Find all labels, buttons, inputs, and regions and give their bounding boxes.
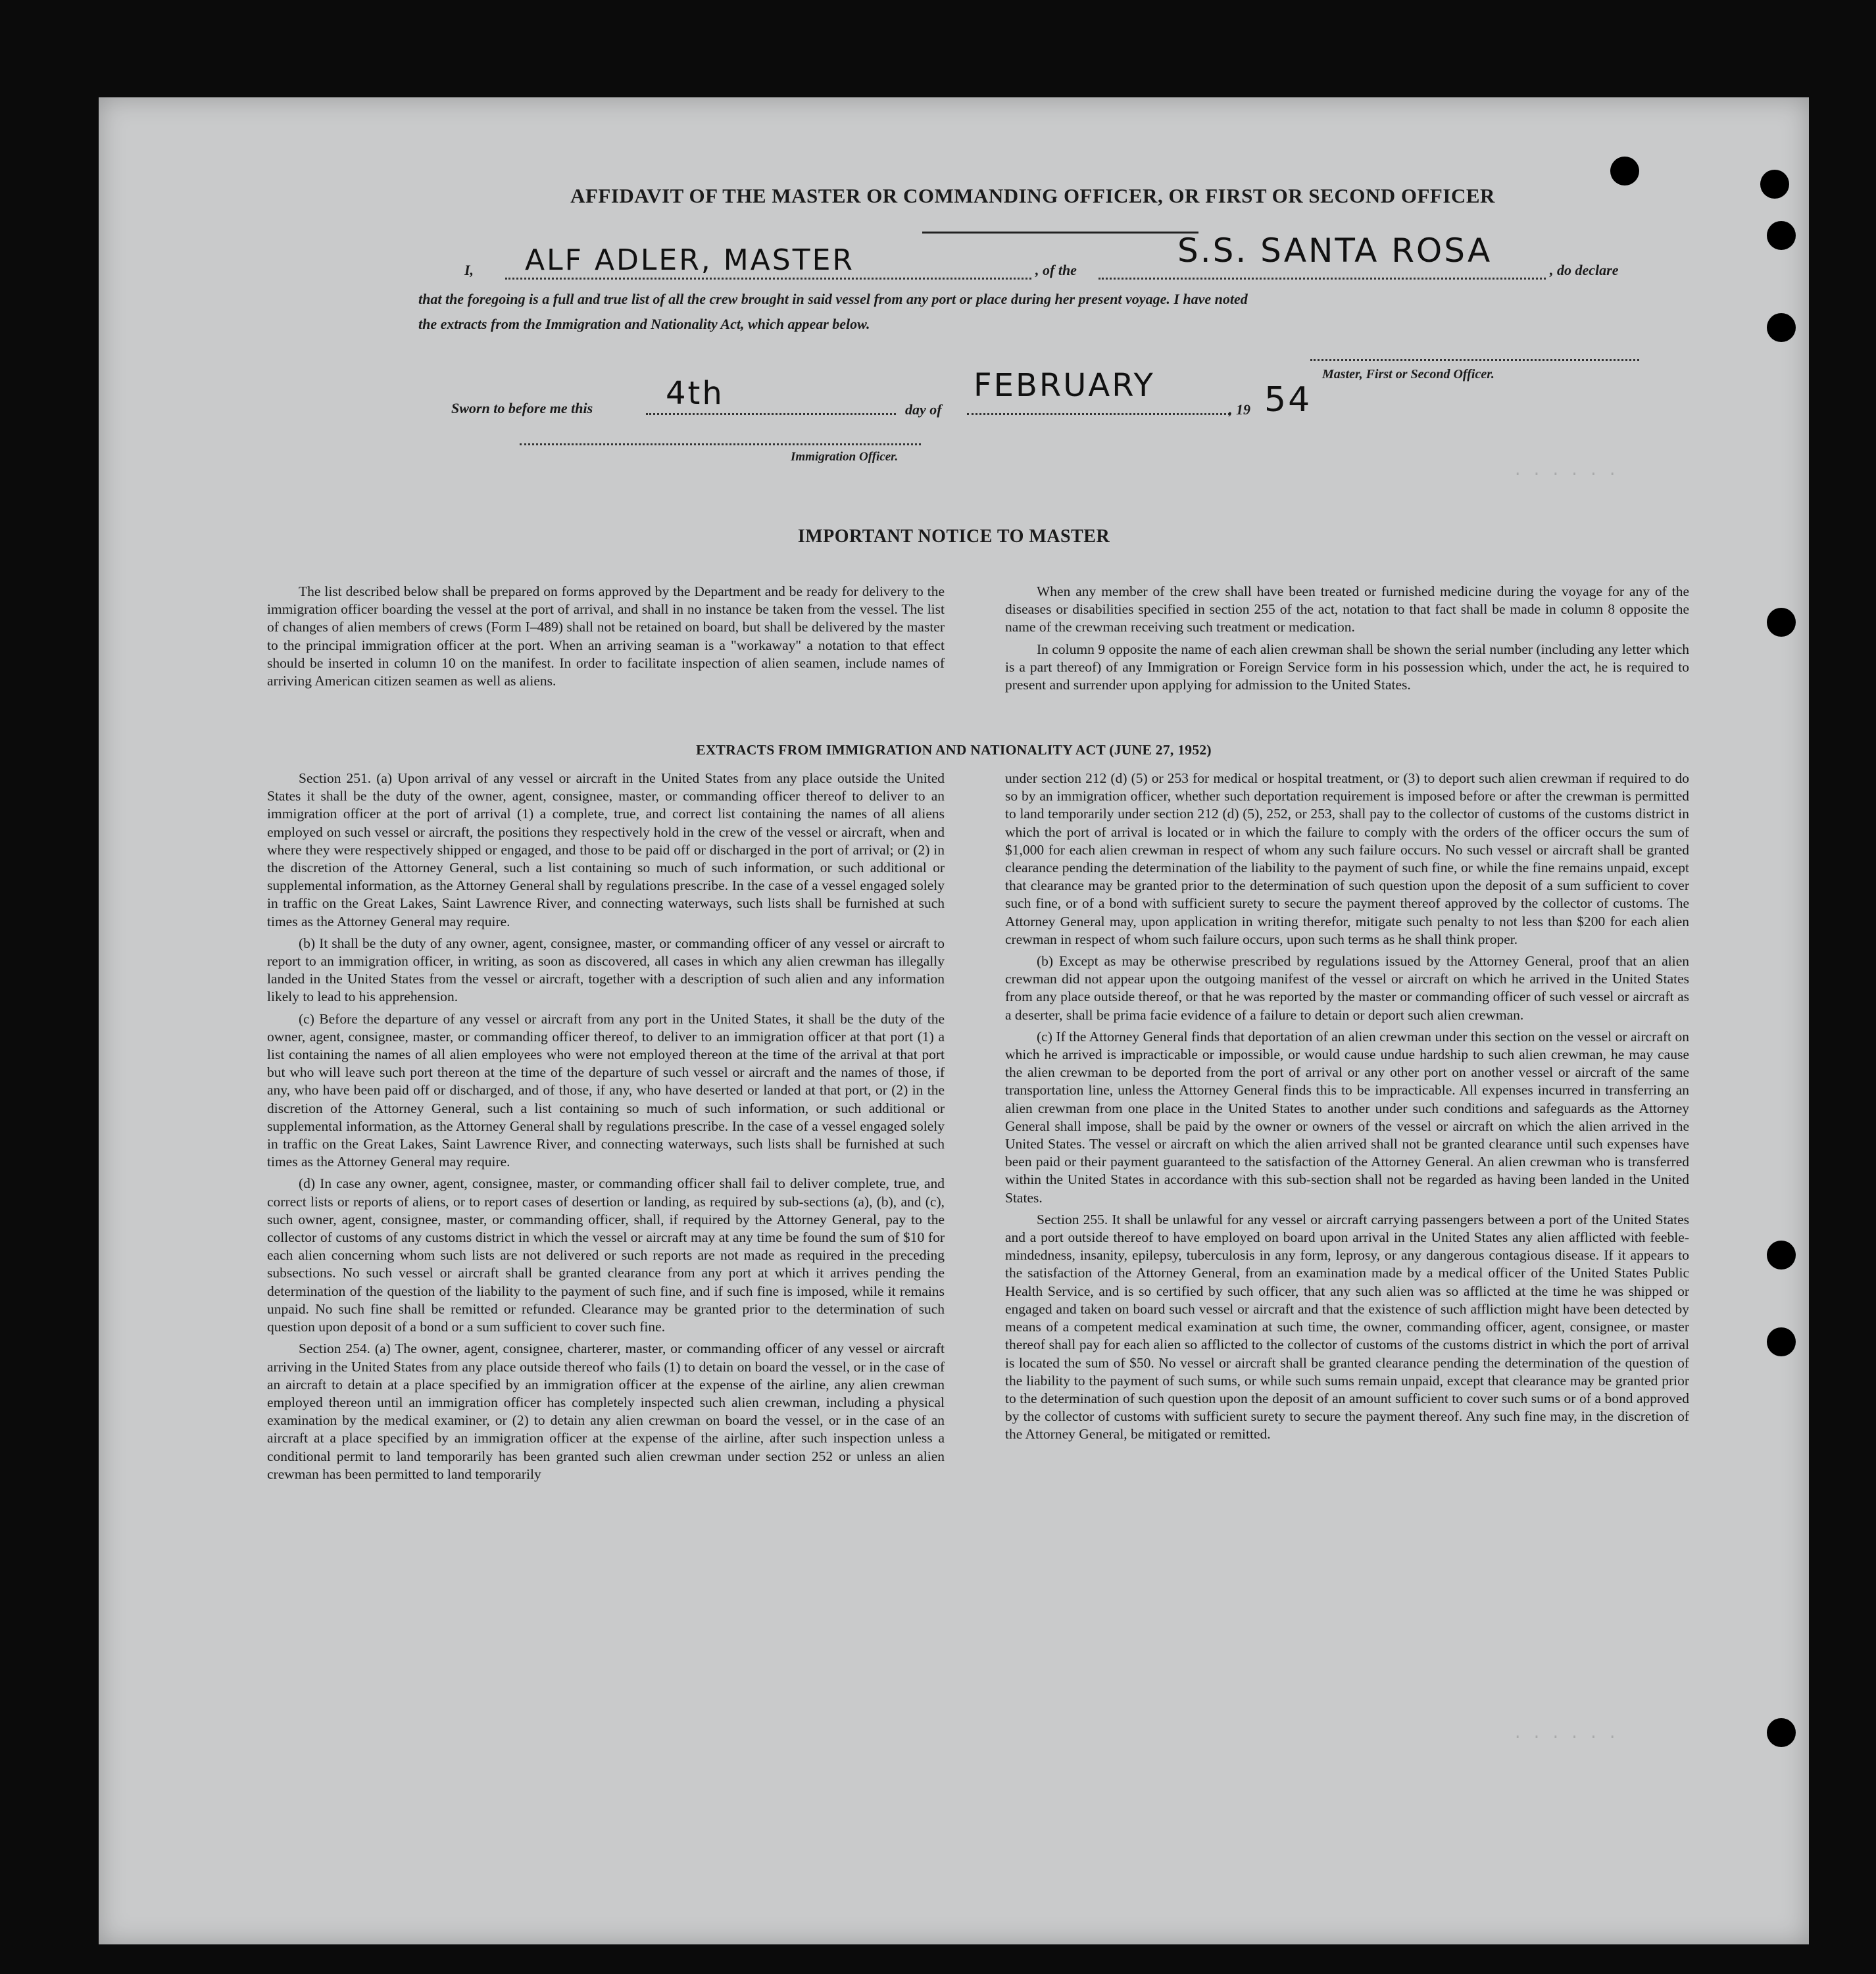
section-paragraph: Section 255. It shall be unlawful for any vessel or aircraft carrying passengers between a port of the United States and a port outside thereof to have employed on board upon arrival in the United States any alien afflicted with feeble-mindedness, insanity, epilepsy, tuberculosis in any form, leprosy, or any dangerous contagious disease. If it appears to the satisfaction of the Attorney General, from an examination made by a medical officer of the United States Public Health Service, and is so certified by such officer, that any such alien was so afflicted at the time he was shipped or engaged and taken on board such vessel or aircraft and that the existence of such affliction might have been detected by means of a competent medical examination at such time, the owner, commanding officer, agent, consignee, or master thereof shall pay for each alien so afflicted to the collector of customs of the customs district in which the port of arrival is located the sum of $50. No vessel or aircraft shall be granted clearance pending the determination of the question of the liability to the payment of such sums, or while such sums remain unpaid, except that clearance may be granted prior to the determination of such question upon the deposit of an amount sufficient to cover such sums or of a bond approved by the collector of customs with sufficient surety to secure the payment thereof. Any such fine may, in the discretion of the Attorney General, be mitigated or remitted. — [1005, 1211, 1689, 1443]
binder-hole — [1767, 221, 1796, 250]
binder-hole — [1760, 170, 1789, 199]
section-paragraph: (b) It shall be the duty of any owner, agent, consignee, master, or commanding officer of any vessel or aircraft to report to an immigration officer, in writing, as soon as discovered, all cases in which any alien crewman has illegally landed in the United States from the vessel or aircraft, together with a description of such alien and any information likely to lead to his apprehension. — [267, 935, 945, 1005]
section-paragraph: under section 212 (d) (5) or 253 for medical or hospital treatment, or (3) to deport such alien crewman if required to do so by an immigration officer, whether such deportation requirement is imposed before or after the crewman is permitted to land temporarily under section 212 (d) (5), 252, or 253, shall pay to the collector of customs of the customs district in which the port of arrival is located or in which the failure to comply with the orders of the officer occurs the sum of $1,000 for each alien crewman in respect of whom any such failure occurs. No such vessel or aircraft shall be granted clearance pending the determination of the liability to the payment of such fine, or while the fine remains unpaid, except that clearance may be granted prior to the determination of such question upon the deposit of a sum sufficient to cover such fine, or of a bond with sufficient surety to secure the payment thereof approved by the collector of customs. The Attorney General may, upon application in writing therefor, mitigate such penalty to not less than $200 for each alien crewman in respect of whom such failure occurs, upon such terms as he shall think proper. — [1005, 770, 1689, 947]
month-handwritten: FEBRUARY — [974, 367, 1155, 404]
notice-left-column — [267, 583, 945, 690]
vessel-name-handwritten: S.S. SANTA ROSA — [1177, 232, 1493, 270]
affidavit-title: AFFIDAVIT OF THE MASTER OR COMMANDING OFFICER, OR FIRST OR SECOND OFFICER — [570, 184, 1495, 207]
binder-hole — [1610, 157, 1639, 185]
day-line — [646, 375, 896, 415]
affidavit-statement-line1: that the foregoing is a full and true list of all the crew brought in said vessel from any port or place during her present voyage. I have noted — [418, 291, 1248, 307]
do-declare-label: , do declare — [1550, 262, 1619, 278]
master-name-handwritten: ALF ADLER, MASTER — [525, 243, 854, 277]
extracts-right-column — [1005, 770, 1689, 1444]
year-prefix: , 19 — [1229, 401, 1250, 418]
i-label: I, — [464, 262, 474, 278]
binder-hole — [1767, 1718, 1796, 1747]
section-paragraph: (c) If the Attorney General finds that deportation of an alien crewman under this section on the vessel or aircraft on which he arrived is impracticable or impossible, or would cause undue hardship to such alien crewman, he may cause the alien crewman to be deported from the port of arrival or any other port on another vessel or aircraft of the same transportation line, unless the Attorney General finds this to be impracticable. All expenses incurred in transferring an alien crewman from one place in the United States to another under such conditions and safeguards as the Attorney General shall impose, shall be paid by the owner or owners of the vessel or aircraft on which the alien arrived in the United States. The vessel or aircraft on which the alien arrived shall not be granted clearance until such expenses have been paid or their payment guaranteed to the satisfaction of the Attorney General. An alien crewman who is transferred within the United States in accordance with this sub-section shall not be regarded as having been landed in the United States. — [1005, 1028, 1689, 1206]
notice-left-paragraph: The list described below shall be prepared on forms approved by the Department and be ready for delivery to the immigration officer boarding the vessel at the port of arrival, and shall in no instance be taken from the vessel. The list of changes of alien members of crews (Form I–489) shall not be retained on board, but shall be delivered by the master to the principal immigration officer at the port. When an arriving seaman is a "workaway" a notation to that effect should be inserted in column 10 on the manifest. In order to facilitate inspection of alien seamen, include names of arriving American citizen seamen as well as aliens. — [267, 583, 945, 689]
section-paragraph: (d) In case any owner, agent, consignee, master, or commanding officer shall fail to deliver complete, true, and correct lists or reports of aliens, or to report cases of desertion or landing, as required by sub-sections (a), (b), and (c), such owner, agent, consignee, master, or commanding officer, shall, if required by the Attorney General, pay to the collector of customs of any customs district in which the vessel or aircraft may at any time be found the sum of $10 for each alien concerning whom such lists are not delivered or such reports are not made as required in the preceding subsections. No such vessel or aircraft shall be granted clearance from any port at which it arrives pending the determination of the question of the liability to the payment of such fine, and if such fine is imposed, while it remains unpaid. No such fine shall be remitted or refunded. Clearance may be granted prior to the determination of such question upon deposit of a bond or a sum sufficient to cover such fine. — [267, 1175, 945, 1335]
extracts-title: EXTRACTS FROM IMMIGRATION AND NATIONALITY ACT (JUNE 27, 1952) — [696, 742, 1212, 758]
extracts-left-column — [267, 770, 945, 1483]
section-paragraph: (b) Except as may be otherwise prescribed by regulations issued by the Attorney General, proof that an alien crewman did not appear upon the outgoing manifest of the vessel or aircraft on which he arrived in the United States from any place outside thereof, or that he was reported by the master or commanding officer of such vessel or aircraft as a deserter, shall be prima facie evidence of a failure to detain or deport such alien crewman. — [1005, 953, 1689, 1023]
notice-right-paragraph: In column 9 opposite the name of each alien crewman shall be shown the serial number (including any letter which is a part thereof) of any Immigration or Foreign Service form in his possession which, under the act, he is required to present and surrender upon applying for admission to the United States. — [1005, 641, 1689, 693]
day-handwritten: 4th — [666, 375, 724, 412]
binder-hole — [1767, 313, 1796, 342]
document-page — [99, 97, 1809, 1944]
master-signature-line — [1310, 359, 1639, 361]
sworn-label: Sworn to before me this — [451, 400, 593, 416]
officer-signature-line — [520, 443, 921, 445]
master-caption: Master, First or Second Officer. — [1322, 367, 1494, 382]
notice-right-column — [1005, 583, 1689, 694]
name-line — [505, 243, 1031, 280]
officer-caption: Immigration Officer. — [791, 450, 899, 464]
bleed-through-text: · · · · · · — [1513, 466, 1617, 483]
year-handwritten: 54 — [1264, 380, 1312, 420]
section-paragraph: Section 254. (a) The owner, agent, consignee, charterer, master, or commanding officer of any vessel or aircraft arriving in the United States from any place outside thereof who fails (1) to detain on board the vessel, or in the case of an aircraft to detain at a place specified by an immigration officer at the expense of the airline, any alien crewman employed thereon until an immigration officer has completely inspected such alien crewman, including a physical examination by the medical examiner, or (2) to detain any alien crewman on board the vessel, or in the case of an aircraft at a place specified by an immigration officer at the expense of the airline, after such inspection unless a conditional permit to land temporarily has been granted such alien crewman under section 252 or unless an alien crewman has been permitted to land temporarily — [267, 1341, 945, 1482]
affidavit-statement-line2: the extracts from the Immigration and Nationality Act, which appear below. — [418, 316, 870, 332]
of-the-label: , of the — [1035, 262, 1077, 278]
binder-hole — [1767, 1327, 1796, 1356]
section-paragraph: (c) Before the departure of any vessel or aircraft from any port in the United States, it shall be the duty of the owner, agent, consignee, master, or commanding officer thereof, to deliver to an immigration officer at that port (1) a list containing the names of all alien employees who were not employed thereon at the time of the arrival at that port but who will leave such port thereon at the time of the departure of such vessel or aircraft and the names of those, if any, who have been paid off or discharged, and of those, if any, who have deserted or landed at that port, or (2) in the discretion of the Attorney General, such a list containing so much of such information, or such additional or supplemental information, as the Attorney General shall by regulations prescribe. In the case of a vessel engaged solely in traffic on the Great Lakes, Saint Lawrence River, and connecting waterways, such lists shall be furnished at such times as the Attorney General may require. — [267, 1010, 945, 1170]
binder-hole — [1767, 1241, 1796, 1270]
notice-right-paragraph: When any member of the crew shall have been treated or furnished medicine during the voyage for any of the diseases or disabilities specified in section 255 of the act, notation to that fact shall be made in column 8 opposite the name of the crewman receiving such treatment or medication. — [1005, 583, 1689, 635]
notice-title: IMPORTANT NOTICE TO MASTER — [797, 526, 1110, 547]
bleed-through-text: · · · · · · — [1513, 1729, 1617, 1746]
month-line — [967, 367, 1230, 415]
day-of-label: day of — [905, 401, 942, 418]
section-paragraph: Section 251. (a) Upon arrival of any vessel or aircraft in the United States from any place outside the United States it shall be the duty of the owner, agent, consignee, master, or commanding officer thereof to deliver to an immigration officer at the port of arrival (1) a complete, true, and correct list containing the names of all aliens employed on such vessel or aircraft, the positions they respectively hold in the crew of the vessel or aircraft, when and where they were respectively shipped or engaged, and those to be paid off or discharged in the port of arrival; or (2) in the discretion of the Attorney General, such a list containing so much of such information, or such additional or supplemental information, as the Attorney General shall by regulations prescribe. In the case of a vessel engaged solely in traffic on the Great Lakes, Saint Lawrence River, and connecting waterways, such lists shall be furnished at such times as the Attorney General may require. — [267, 770, 945, 929]
vessel-line — [1098, 232, 1546, 280]
underline-stroke — [922, 232, 1198, 234]
binder-hole — [1767, 608, 1796, 637]
